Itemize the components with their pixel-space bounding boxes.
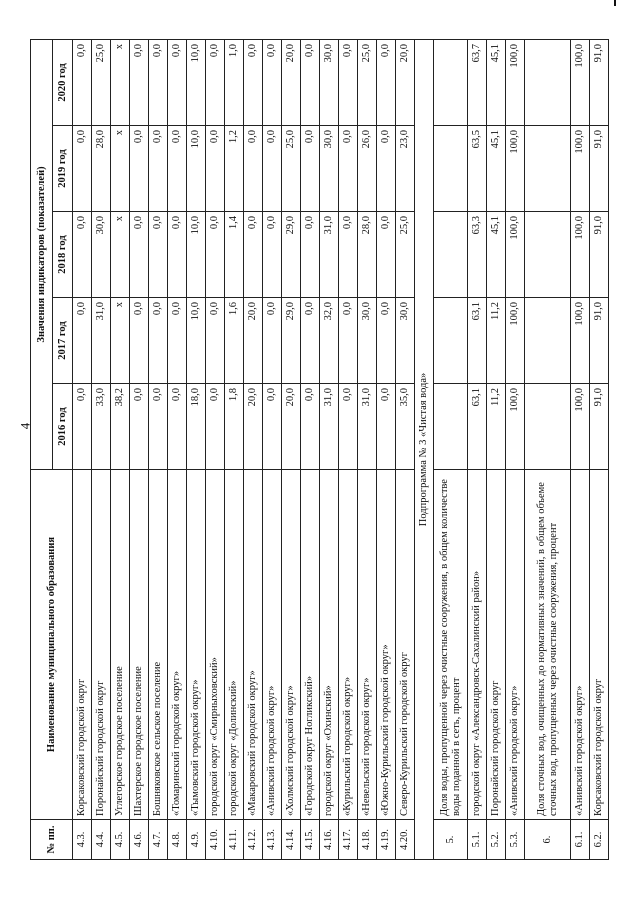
row-value: 0,0 <box>263 212 282 298</box>
row-value: 91,0 <box>590 384 609 470</box>
row-value: 0,0 <box>377 298 396 384</box>
row-value: 100,0 <box>571 39 590 125</box>
row-value: 0,0 <box>339 298 358 384</box>
row-value: 0,0 <box>377 212 396 298</box>
row-number: 4.12. <box>244 820 263 860</box>
row-value: 100,0 <box>571 384 590 470</box>
row-value: 0,0 <box>339 39 358 125</box>
row-value: 30,0 <box>320 39 339 125</box>
row-value: х <box>111 212 130 298</box>
row-value: 0,0 <box>73 212 92 298</box>
row-name: «Южно-Курильский городской округ» <box>377 470 396 820</box>
row-name: Северо-Курильский городской округ <box>396 470 415 820</box>
row-value: 10,0 <box>187 298 206 384</box>
row-value: 10,0 <box>187 39 206 125</box>
row-value: 0,0 <box>301 212 320 298</box>
row-value: 11,2 <box>487 384 506 470</box>
row-name: «Анивский городской округ» <box>571 470 590 820</box>
row-name: Углегорское городское поселение <box>111 470 130 820</box>
row-value: 100,0 <box>506 212 525 298</box>
row-number: 5.2. <box>487 820 506 860</box>
empty-cell <box>525 39 571 125</box>
row-value: 0,0 <box>301 384 320 470</box>
row-value: 31,0 <box>358 384 377 470</box>
row-value: 25,0 <box>396 212 415 298</box>
row-name: «Курильский городской округ» <box>339 470 358 820</box>
row-number: 5.1. <box>468 820 487 860</box>
row-value: 0,0 <box>168 298 187 384</box>
row-name: Корсаковский городской округ <box>73 470 92 820</box>
row-name: «Томаринский городской округ» <box>168 470 187 820</box>
header-year: 2020 год <box>53 39 73 125</box>
table-row <box>225 39 244 859</box>
row-name: «Анивский городской округ» <box>263 470 282 820</box>
row-value: 10,0 <box>187 126 206 212</box>
row-value: 0,0 <box>263 384 282 470</box>
row-number: 4.20. <box>396 820 415 860</box>
row-name: «Городской округ Ногликский» <box>301 470 320 820</box>
row-value: 0,0 <box>244 39 263 125</box>
row-value: 0,0 <box>168 212 187 298</box>
row-value: 100,0 <box>506 126 525 212</box>
header-year: 2016 год <box>53 384 73 470</box>
row-value: 63,3 <box>468 212 487 298</box>
row-value: 45,1 <box>487 39 506 125</box>
row-number: 5.3. <box>506 820 525 860</box>
row-value: 0,0 <box>168 126 187 212</box>
row-number: 4.5. <box>111 820 130 860</box>
page-number: 4 <box>17 422 33 430</box>
row-number: 6.2. <box>590 820 609 860</box>
row-value: 0,0 <box>130 126 149 212</box>
row-number: 4.18. <box>358 820 377 860</box>
row-number: 4.11. <box>225 820 244 860</box>
row-value: 23,0 <box>396 126 415 212</box>
row-value: х <box>111 39 130 125</box>
row-value: 28,0 <box>92 126 111 212</box>
table-row <box>111 39 130 859</box>
table-row <box>244 39 263 859</box>
row-value: 100,0 <box>506 39 525 125</box>
table-row <box>263 39 282 859</box>
row-value: 33,0 <box>92 384 111 470</box>
row-value: 0,0 <box>301 298 320 384</box>
table-row <box>282 39 301 859</box>
row-value: 31,0 <box>320 384 339 470</box>
table-row <box>168 39 187 859</box>
row-name: «Макаровский городской округ» <box>244 470 263 820</box>
header-name: Наименование муниципального образования <box>31 470 73 820</box>
table-row <box>590 39 609 859</box>
table-row <box>487 39 506 859</box>
table-row <box>377 39 396 859</box>
row-value: 100,0 <box>571 212 590 298</box>
scan-mark <box>614 0 622 6</box>
row-name: городской округ «Александровск-Сахалинский район» <box>468 470 487 820</box>
row-value: 0,0 <box>206 384 225 470</box>
row-value: х <box>111 126 130 212</box>
row-number: 4.16. <box>320 820 339 860</box>
table-row <box>92 39 111 859</box>
row-value: 28,0 <box>358 212 377 298</box>
row-value: 20,0 <box>244 384 263 470</box>
row-number: 4.17. <box>339 820 358 860</box>
row-name: Шахтерское городское поселение <box>130 470 149 820</box>
row-value: 25,0 <box>358 39 377 125</box>
table-row <box>506 39 525 859</box>
indicators-table <box>30 39 609 860</box>
row-value: 0,0 <box>263 298 282 384</box>
empty-cell <box>434 384 468 470</box>
row-value: 29,0 <box>282 298 301 384</box>
row-value: 0,0 <box>339 126 358 212</box>
row-value: 0,0 <box>149 39 168 125</box>
row-value: 100,0 <box>571 126 590 212</box>
row-value: 35,0 <box>396 384 415 470</box>
table-row <box>73 39 92 859</box>
row-name: Поронайский городской округ <box>92 470 111 820</box>
row-name: Поронайский городской округ <box>487 470 506 820</box>
row-value: 45,1 <box>487 212 506 298</box>
row-value: 25,0 <box>92 39 111 125</box>
table-row <box>358 39 377 859</box>
table-body <box>73 39 609 859</box>
row-value: 0,0 <box>339 384 358 470</box>
row-number: 4.13. <box>263 820 282 860</box>
row-name: городской округ «Смирныховский» <box>206 470 225 820</box>
header-num: № пп. <box>31 820 73 860</box>
row-value: 0,0 <box>377 39 396 125</box>
row-number: 4.10. <box>206 820 225 860</box>
row-value: 0,0 <box>301 39 320 125</box>
row-value: 0,0 <box>73 298 92 384</box>
empty-cell <box>434 126 468 212</box>
row-value: 18,0 <box>187 384 206 470</box>
row-value: 63,7 <box>468 39 487 125</box>
section-name: Доля сточных вод, очищенных до нормативных значений, в общем объеме сточных вод, пропущенных через очистные сооружения, процент <box>525 470 571 820</box>
row-value: 0,0 <box>149 212 168 298</box>
row-value: 0,0 <box>206 212 225 298</box>
table-row <box>571 39 590 859</box>
section-number: 5. <box>434 820 468 860</box>
row-value: 0,0 <box>73 384 92 470</box>
row-name: Бошняковское сельское поселение <box>149 470 168 820</box>
row-value: 91,0 <box>590 126 609 212</box>
row-value: 32,0 <box>320 298 339 384</box>
row-value: 0,0 <box>130 212 149 298</box>
row-number: 4.4. <box>92 820 111 860</box>
row-number: 4.15. <box>301 820 320 860</box>
empty-cell <box>525 384 571 470</box>
row-name: «Тымовский городской округ» <box>187 470 206 820</box>
table-row <box>339 39 358 859</box>
row-number: 4.8. <box>168 820 187 860</box>
empty-cell <box>525 298 571 384</box>
row-value: 30,0 <box>320 126 339 212</box>
row-value: 0,0 <box>168 39 187 125</box>
row-number: 4.7. <box>149 820 168 860</box>
table-row <box>149 39 168 859</box>
row-value: 91,0 <box>590 39 609 125</box>
row-value: 0,0 <box>206 39 225 125</box>
empty-cell <box>434 39 468 125</box>
empty-cell <box>434 212 468 298</box>
row-number: 4.3. <box>73 820 92 860</box>
row-value: 20,0 <box>282 39 301 125</box>
row-number: 4.6. <box>130 820 149 860</box>
row-value: 100,0 <box>571 298 590 384</box>
empty-cell <box>525 212 571 298</box>
section-name: Доля воды, пропущенной через очистные сооружения, в общем количестве воды поданной в сеть, процент <box>434 470 468 820</box>
row-name: «Невельский городской округ» <box>358 470 377 820</box>
row-number: 4.14. <box>282 820 301 860</box>
row-value: 0,0 <box>130 39 149 125</box>
row-value: 30,0 <box>92 212 111 298</box>
row-value: 45,1 <box>487 126 506 212</box>
row-value: 0,0 <box>149 298 168 384</box>
row-value: 0,0 <box>73 126 92 212</box>
section-number: 6. <box>525 820 571 860</box>
row-value: 20,0 <box>282 384 301 470</box>
table-row <box>187 39 206 859</box>
empty-cell <box>525 126 571 212</box>
row-name: Корсаковский городской округ <box>590 470 609 820</box>
row-value: 1,8 <box>225 384 244 470</box>
subprogram-title: Подпрограмма № 3 «Чистая вода» <box>415 39 434 859</box>
row-value: 26,0 <box>358 126 377 212</box>
header-year: 2019 год <box>53 126 73 212</box>
rotated-table-container <box>30 40 634 860</box>
row-value: 0,0 <box>206 298 225 384</box>
row-value: 25,0 <box>282 126 301 212</box>
row-value: 63,1 <box>468 298 487 384</box>
row-value: 0,0 <box>130 298 149 384</box>
table-row <box>320 39 339 859</box>
row-value: 0,0 <box>377 126 396 212</box>
row-value: 0,0 <box>377 384 396 470</box>
header-year: 2018 год <box>53 212 73 298</box>
section-row <box>434 39 468 859</box>
row-value: 0,0 <box>149 384 168 470</box>
row-value: 0,0 <box>130 384 149 470</box>
row-value: 1,4 <box>225 212 244 298</box>
row-value: 30,0 <box>358 298 377 384</box>
row-value: 91,0 <box>590 212 609 298</box>
row-value: 1,0 <box>225 39 244 125</box>
row-value: 1,6 <box>225 298 244 384</box>
row-value: 1,2 <box>225 126 244 212</box>
row-number: 6.1. <box>571 820 590 860</box>
row-value: 0,0 <box>206 126 225 212</box>
row-value: 0,0 <box>339 212 358 298</box>
table-row <box>301 39 320 859</box>
header-year: 2017 год <box>53 298 73 384</box>
row-value: 0,0 <box>73 39 92 125</box>
row-value: х <box>111 298 130 384</box>
row-number: 4.19. <box>377 820 396 860</box>
row-value: 63,1 <box>468 384 487 470</box>
row-number: 4.9. <box>187 820 206 860</box>
row-value: 38,2 <box>111 384 130 470</box>
table-row <box>206 39 225 859</box>
row-value: 100,0 <box>506 384 525 470</box>
row-value: 0,0 <box>149 126 168 212</box>
row-value: 20,0 <box>244 298 263 384</box>
empty-cell <box>434 298 468 384</box>
table-row <box>396 39 415 859</box>
row-value: 91,0 <box>590 298 609 384</box>
row-value: 20,0 <box>396 39 415 125</box>
row-value: 63,5 <box>468 126 487 212</box>
row-value: 0,0 <box>168 384 187 470</box>
header-values: Значения индикаторов (показателей) <box>31 39 53 469</box>
subprogram-row <box>415 39 434 859</box>
row-value: 31,0 <box>92 298 111 384</box>
row-value: 29,0 <box>282 212 301 298</box>
row-name: городской округ «Долинский» <box>225 470 244 820</box>
row-value: 0,0 <box>244 126 263 212</box>
row-value: 0,0 <box>263 39 282 125</box>
row-value: 0,0 <box>263 126 282 212</box>
row-value: 0,0 <box>301 126 320 212</box>
section-row <box>525 39 571 859</box>
row-name: «Анивский городской округ» <box>506 470 525 820</box>
row-value: 11,2 <box>487 298 506 384</box>
table-row <box>130 39 149 859</box>
row-name: городской округ «Охинский» <box>320 470 339 820</box>
table-row <box>468 39 487 859</box>
row-value: 31,0 <box>320 212 339 298</box>
row-value: 0,0 <box>244 212 263 298</box>
row-value: 10,0 <box>187 212 206 298</box>
row-name: «Холмский городской округ» <box>282 470 301 820</box>
row-value: 30,0 <box>396 298 415 384</box>
row-value: 100,0 <box>506 298 525 384</box>
